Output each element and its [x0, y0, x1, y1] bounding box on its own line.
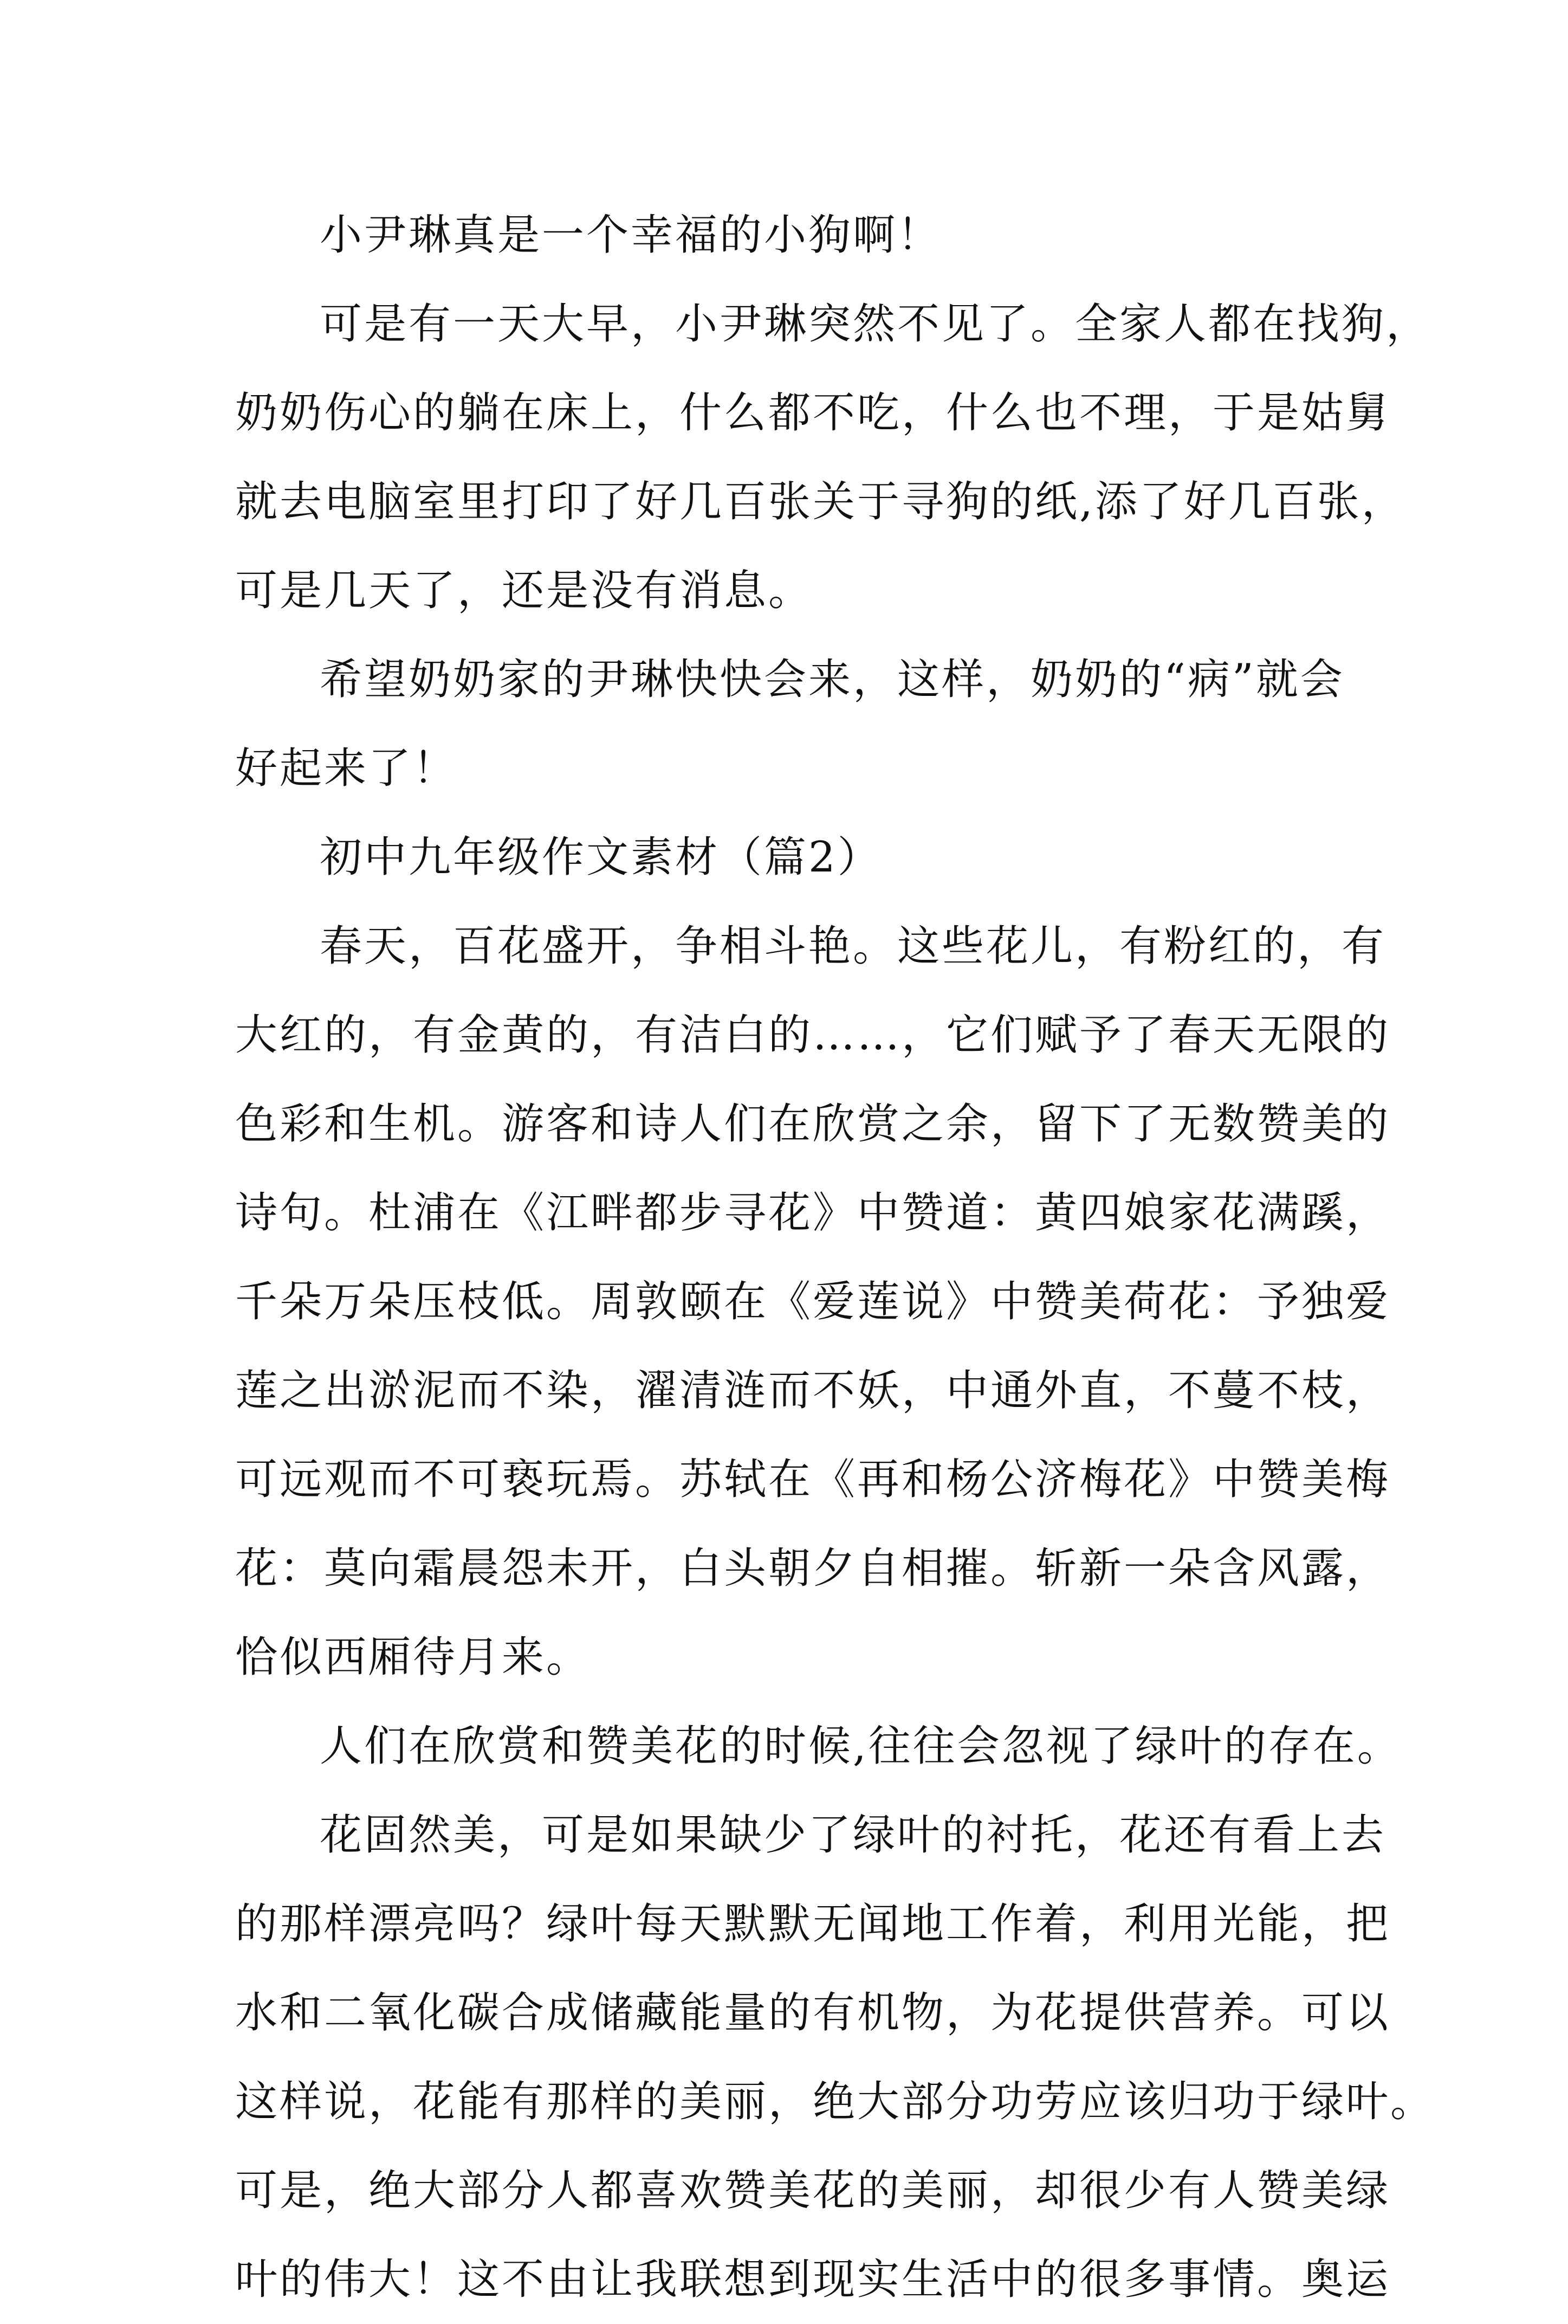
text-line: 奶奶伤心的躺在床上，什么都不吃，什么也不理，于是姑舅 [235, 389, 1391, 437]
text-line: 莲之出淤泥而不染，濯清涟而不妖，中通外直，不蔓不枝， [235, 1366, 1391, 1415]
text-line: 色彩和生机。游客和诗人们在欣赏之余，留下了无数赞美的 [235, 1100, 1391, 1148]
document-body [235, 191, 1435, 2324]
text-line: 花：莫向霜晨怨未开，白头朝夕自相摧。斩新一朵含风露， [235, 1544, 1391, 1593]
text-line: 人们在欣赏和赞美花的时候,往往会忽视了绿叶的存在。 [320, 1722, 1402, 1771]
text-line: 千朵万朵压枝低。周敦颐在《爱莲说》中赞美荷花：予独爱 [235, 1277, 1391, 1326]
text-line: 这样说，花能有那样的美丽，绝大部分功劳应该归功于绿叶。 [235, 2077, 1435, 2126]
text-line: 水和二氧化碳合成储藏能量的有机物，为花提供营养。可以 [235, 1989, 1391, 2037]
text-line: 初中九年级作文素材（篇2） [320, 833, 882, 882]
text-line: 的那样漂亮吗？绿叶每天默默无闻地工作着，利用光能，把 [235, 1900, 1391, 1948]
text-line: 可是几天了，还是没有消息。 [235, 566, 813, 615]
text-line: 可是有一天大早，小尹琳突然不见了。全家人都在找狗， [320, 300, 1431, 348]
text-line: 可是，绝大部分人都喜欢赞美花的美丽，却很少有人赞美绿 [235, 2166, 1391, 2215]
text-line: 大红的，有金黄的，有洁白的……，它们赋予了春天无限的 [235, 1011, 1391, 1060]
text-line: 花固然美，可是如果缺少了绿叶的衬托，花还有看上去 [320, 1811, 1386, 1860]
text-line: 好起来了！ [235, 744, 458, 793]
text-line: 叶的伟大！这不由让我联想到现实生活中的很多事情。奥运 [235, 2255, 1391, 2304]
text-line: 希望奶奶家的尹琳快快会来，这样，奶奶的“病”就会 [320, 655, 1345, 704]
text-line: 春天，百花盛开，争相斗艳。这些花儿，有粉红的，有 [320, 922, 1386, 971]
text-line: 恰似西厢待月来。 [235, 1633, 591, 1682]
text-line: 诗句。杜浦在《江畔都步寻花》中赞道：黄四娘家花满蹊， [235, 1189, 1391, 1237]
text-line: 可远观而不可亵玩焉。苏轼在《再和杨公济梅花》中赞美梅 [235, 1455, 1391, 1504]
text-line: 就去电脑室里打印了好几百张关于寻狗的纸,添了好几百张， [235, 477, 1406, 526]
text-line: 小尹琳真是一个幸福的小狗啊！ [320, 211, 942, 260]
